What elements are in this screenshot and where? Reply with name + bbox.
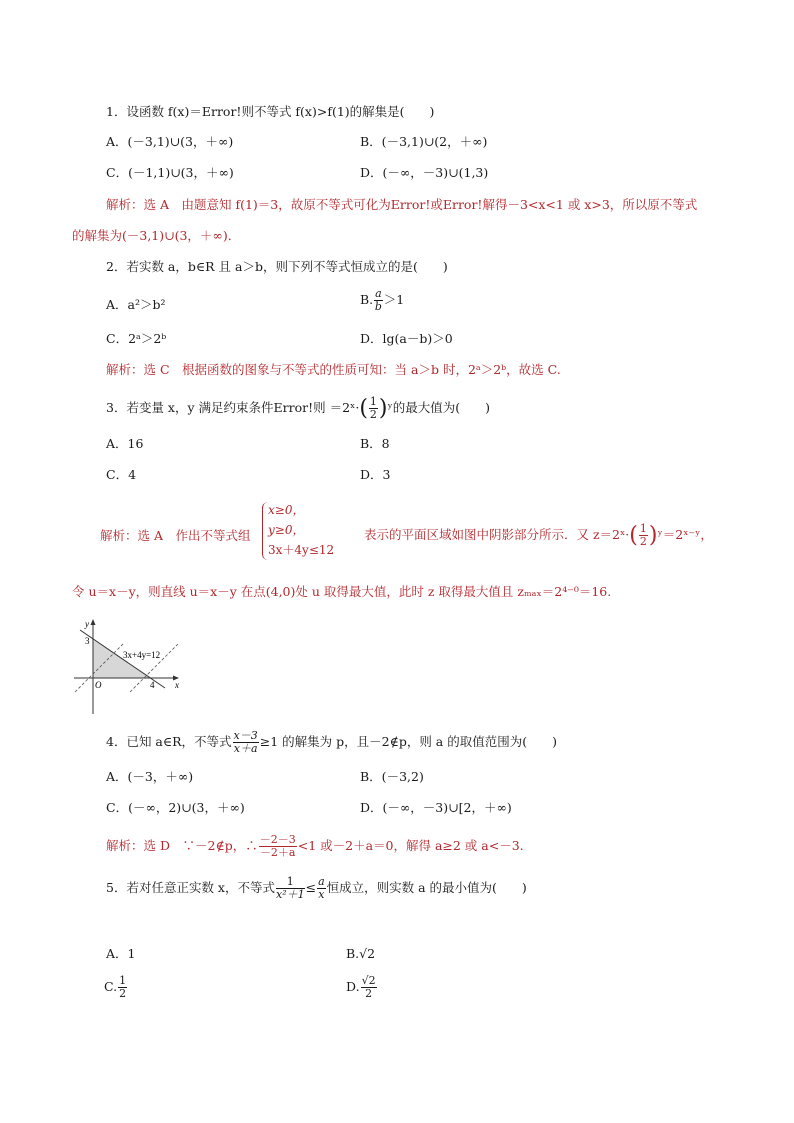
- q5-fraction-2: [317, 876, 326, 901]
- q1-option-a: A．(－3,1)∪(3，＋∞): [106, 134, 234, 149]
- q3-constraint-system: [262, 502, 352, 562]
- q4-num: x－3: [233, 729, 258, 742]
- q3-option-a: A．16: [106, 436, 144, 451]
- q5-option-c-den: 2: [119, 987, 127, 1000]
- q1-option-b: B．(－3,1)∪(2，＋∞): [360, 134, 488, 149]
- q3-analysis-c: ʸ＝2ˣ⁻ʸ，: [657, 527, 713, 542]
- q5-option-c-prefix: C.: [104, 979, 118, 994]
- q5-option-d-prefix: D.: [346, 979, 360, 994]
- q5-option-b: B.√2: [346, 946, 376, 961]
- q3-analysis-den: 2: [639, 535, 647, 548]
- graph-x-tick: 4: [150, 680, 155, 690]
- q3-option-b: B．8: [360, 436, 390, 451]
- graph-y-label: y: [85, 619, 89, 629]
- q2-analysis: 解析：选 C 根据函数的图象与不等式的性质可知：当 a＞b 时，2ᵃ＞2ᵇ，故选 C.: [106, 362, 561, 377]
- q3-analysis-b: [364, 523, 713, 548]
- q5-option-d-den: 2: [365, 987, 373, 1000]
- q2-option-b-suffix: ＞1: [383, 292, 405, 307]
- q4-stem-a: 4．已知 a∈R，不等式: [106, 734, 232, 749]
- q3-analysis-line2: 令 u＝x－y，则直线 u＝x－y 在点(4,0)处 u 取得最大值，此时 z 取得最大值且 zₘₐₓ＝2⁴⁻⁰＝16.: [72, 584, 612, 599]
- q5-mid: ≤: [305, 880, 317, 895]
- q2-option-b-den: b: [374, 300, 382, 313]
- q5-num-2: a: [318, 875, 325, 888]
- q4-stem-b: ≥1 的解集为 p，且－2∉p，则 a 的取值范围为( ): [259, 734, 557, 749]
- q2-option-a: A．a²＞b²: [106, 297, 166, 312]
- q5-option-a: A．1: [106, 946, 136, 961]
- q3-constraint-2: y≥0，: [268, 523, 305, 537]
- q3-stem-fraction: [369, 396, 378, 421]
- q3-analysis-a: 解析：选 A 作出不等式组: [100, 528, 251, 543]
- q2-option-b-prefix: B.: [360, 292, 374, 307]
- q4-option-c: C．(－∞，2)∪(3，＋∞): [106, 800, 245, 815]
- q2-option-d: D．lg(a－b)＞0: [360, 331, 453, 346]
- q5-option-d-fraction: [361, 975, 377, 1000]
- q3-analysis-b-text: 表示的平面区域如图中阴影部分所示．又 z＝2ˣ·: [364, 527, 630, 542]
- q4-fraction: [233, 730, 259, 755]
- q4-analysis: [106, 834, 524, 859]
- q5-stem-a: 5．若对任意正实数 x，不等式: [106, 880, 275, 895]
- q4-analysis-b: <1 或－2＋a＝0，解得 a≥2 或 a<－3.: [297, 838, 524, 853]
- q3-analysis-fraction: [639, 523, 648, 548]
- q2-option-b-num: a: [375, 287, 382, 300]
- graph-y-tick: 3: [85, 636, 90, 646]
- q3-analysis-num: 1: [639, 522, 647, 535]
- q5-den-2: x: [318, 888, 325, 901]
- left-paren-glyph: (: [359, 395, 368, 421]
- q4-analysis-num: －2－3: [259, 833, 296, 846]
- q2-option-b: [360, 288, 404, 313]
- q3-stem-a: 3．若变量 x，y 满足约束条件Error!则 ＝2ˣ·: [106, 400, 360, 415]
- q1-analysis-line2: 的解集为(－3,1)∪(3，＋∞)．: [72, 228, 241, 243]
- q1-option-c: C．(－1,1)∪(3，＋∞): [106, 165, 234, 180]
- q4-option-b: B．(－3,2): [360, 769, 424, 784]
- q5-option-c-fraction: [118, 975, 127, 1000]
- q5-stem-b: 恒成立，则实数 a 的最小值为( ): [326, 880, 527, 895]
- q1-stem: 1．设函数 f(x)＝Error!则不等式 f(x)>f(1)的解集是( ): [106, 104, 435, 119]
- q4-option-a: A．(－3，＋∞): [106, 769, 194, 784]
- q3-constraint-1: x≥0，: [268, 503, 305, 517]
- q5-option-c-num: 1: [119, 974, 127, 987]
- q3-option-c: C．4: [106, 467, 137, 482]
- q2-stem: 2．若实数 a，b∈R 且 a＞b，则下列不等式恒成立的是( ): [106, 259, 448, 274]
- q1-analysis-line1: 解析：选 A 由题意知 f(1)＝3，故原不等式可化为Error!或Error!解得－3<x<1 或 x>3，所以原不等式: [106, 197, 698, 212]
- q4-option-d: D．(－∞，－3)∪[2，＋∞): [360, 800, 512, 815]
- y-axis-arrow: [91, 619, 96, 625]
- feasible-region-graph: [72, 618, 184, 718]
- q4-den: x＋a: [233, 742, 258, 755]
- q3-stem: [106, 396, 490, 421]
- q5-num-1: 1: [276, 876, 305, 889]
- right-paren-glyph: ): [378, 395, 388, 421]
- q2-option-c: C．2ᵃ＞2ᵇ: [106, 331, 167, 346]
- q3-option-d: D．3: [360, 467, 391, 482]
- q5-den-1: x²＋1: [275, 888, 305, 901]
- q5-stem: [106, 876, 527, 901]
- q5-option-c: [104, 975, 128, 1000]
- q5-fraction-1: [276, 876, 305, 901]
- q2-option-b-fraction: [374, 288, 383, 313]
- graph-origin-label: O: [95, 680, 102, 690]
- q4-analysis-a: 解析：选 D ∵－2∉p，∴: [106, 838, 258, 853]
- q1-option-d: D．(－∞，－3)∪(1,3): [360, 165, 489, 180]
- q3-stem-b: ʸ的最大值为( ): [387, 400, 491, 415]
- graph-line-label: 3x+4y=12: [123, 650, 161, 660]
- q4-analysis-fraction: [259, 834, 297, 859]
- q4-stem: [106, 730, 557, 755]
- graph-x-label: x: [175, 680, 179, 690]
- q5-option-d: [346, 975, 378, 1000]
- q3-stem-num: 1: [369, 395, 377, 408]
- q4-analysis-den: －2＋a: [259, 846, 296, 859]
- q5-option-d-num: √2: [361, 974, 376, 987]
- q3-constraint-3: 3x＋4y≤12: [268, 543, 335, 557]
- left-paren-glyph: (: [629, 522, 638, 548]
- q3-stem-den: 2: [369, 408, 377, 421]
- right-paren-glyph: ): [648, 522, 658, 548]
